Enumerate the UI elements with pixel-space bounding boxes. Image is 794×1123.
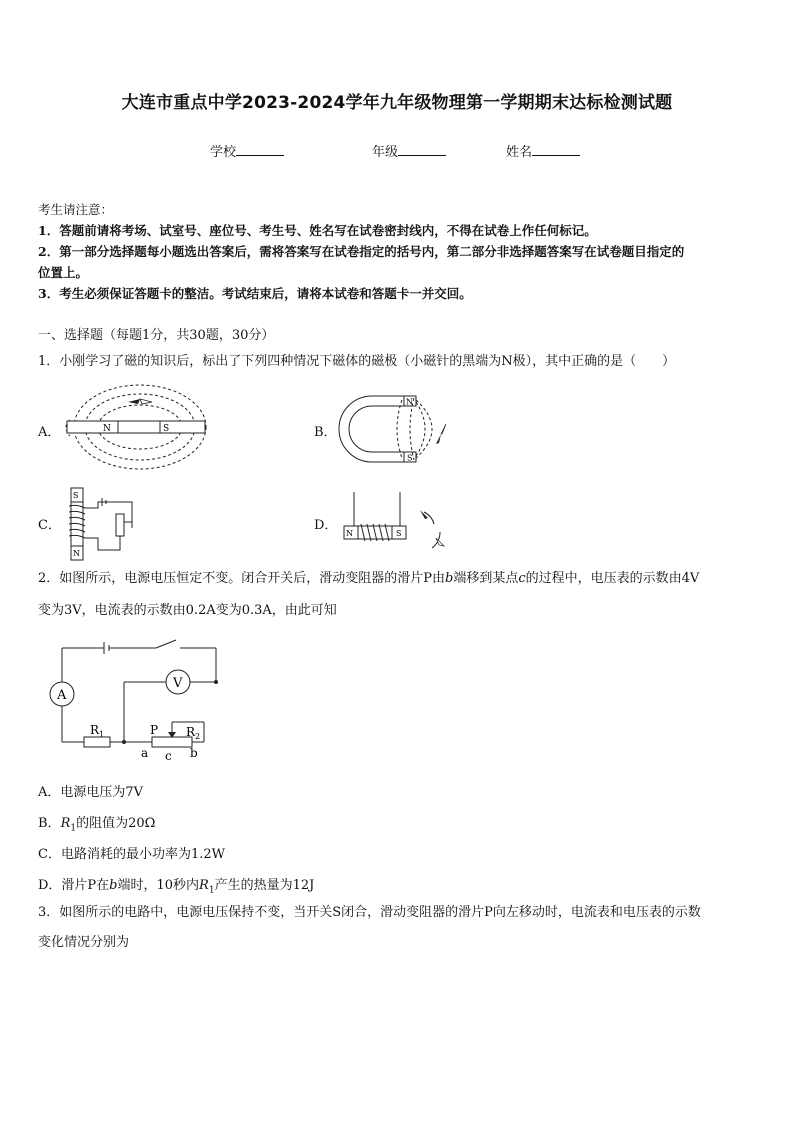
notice-item-1: 1．答题前请将考场、试室号、座位号、考生号、姓名写在试卷密封线内，不得在试卷上作任何标记。 [38,223,597,238]
q3-stem-line2: 变化情况分别为 [38,935,130,950]
q1-option-b-label[interactable]: B． [314,425,337,440]
q1-option-a-label[interactable]: A． [38,425,61,440]
r2-sub-label: 2 [195,732,201,741]
q2-option-b-r: R [60,816,71,831]
page-title: 大连市重点中学2023-2024学年九年级物理第一学期期末达标检测试题 [121,93,673,113]
q1b-s-label: S [407,453,413,463]
q1c-s-label: S [73,491,79,500]
q1b-n-label: N [406,397,413,407]
grade-blank[interactable] [398,142,446,156]
q2-stem-b: b [445,571,454,586]
compass-needle-icon [128,399,152,404]
q1a-n-label: N [103,424,111,434]
q3-stem-line1: 3．如图所示的电路中，电源电压保持不变，当开关S闭合，滑动变阻器的滑片P向左移动时，电流表和电压表的示数 [38,905,701,920]
q1-option-d-label[interactable]: D． [314,518,338,533]
q1d-n-label: N [346,529,353,538]
point-b-label: b [190,746,198,760]
q1d-s-label: S [396,529,402,538]
q2-option-b[interactable] [38,812,155,834]
q2-circuit-diagram [40,630,230,770]
q2-option-d-mid: 端时，10秒内 [117,878,200,893]
q2-option-d-pre: D．滑片P在 [38,878,110,893]
voltmeter-label: V [173,676,183,691]
grade-label: 年级 [372,145,399,160]
q2-option-d[interactable] [38,874,314,896]
point-a-label: a [141,746,149,760]
q2-stem-1mid: 端移到某点 [453,571,519,586]
notice-heading: 考生请注意： [38,202,114,217]
compass-needle-icon [436,424,446,444]
q1-figure-d [336,488,456,558]
q2-option-b-sub: 1 [70,823,77,834]
q2-stem-1a: 2．如图所示，电源电压恒定不变。闭合开关后，滑动变阻器的滑片P由 [38,571,446,586]
r2-label: R [186,725,196,739]
q1c-n-label: N [73,549,80,558]
q1-stem: 1．小刚学习了磁的知识后，标出了下列四种情况下磁体的磁极（小磁针的黑端为N极），其中正确的是（ ） [38,354,676,369]
q2-option-d-post: 产生的热量为12J [214,878,315,893]
q2-option-b-pre: B． [38,816,61,831]
school-label: 学校 [210,145,237,160]
q2-option-c[interactable]: C．电路消耗的最小功率为1.2W [38,847,225,862]
r1-sub-label: 1 [99,730,105,739]
q2-option-a[interactable]: A．电源电压为7V [38,785,144,800]
notice-item-3: 3．考生必须保证答题卡的整洁。考试结束后，请将本试卷和答题卡一并交回。 [38,286,472,301]
grade-field[interactable] [372,141,446,160]
notice-block [38,199,758,304]
q2-stem-line2: 变为3V，电流表的示数由0.2A变为0.3A，由此可知 [38,603,337,618]
ammeter-label: A [57,688,67,703]
compass-needle-icon [420,510,444,546]
notice-item-2-cont: 位置上。 [38,265,89,280]
school-field[interactable] [210,141,284,160]
school-blank[interactable] [236,142,284,156]
q2-option-b-post: 的阻值为20Ω [76,816,156,831]
name-blank[interactable] [532,142,580,156]
q2-option-d-sub: 1 [208,885,215,896]
section-heading: 一、选择题（每题1分，共30题，30分） [38,328,275,343]
name-label: 姓名 [506,145,533,160]
r1-label: R [90,723,100,737]
q2-option-d-r: R [199,878,209,893]
q2-stem-1end: 的过程中，电压表的示数由4V [525,571,700,586]
q2-stem-line1 [38,564,758,594]
q2-option-d-b: b [109,878,118,893]
name-field[interactable] [506,141,580,160]
point-c-label: c [165,749,172,763]
q1-figure-a [60,380,220,475]
q2-stem-c: c [518,571,526,586]
notice-item-2: 2．第一部分选择题每小题选出答案后，需将答案写在试卷指定的括号内，第二部分非选择题答案写在试卷题目指定的 [38,244,685,259]
q1-figure-c [62,484,142,564]
q1a-s-label: S [163,424,170,434]
q1-option-c-label[interactable]: C． [38,518,61,533]
slider-p-label: P [150,723,159,737]
q1-figure-b [336,390,456,470]
